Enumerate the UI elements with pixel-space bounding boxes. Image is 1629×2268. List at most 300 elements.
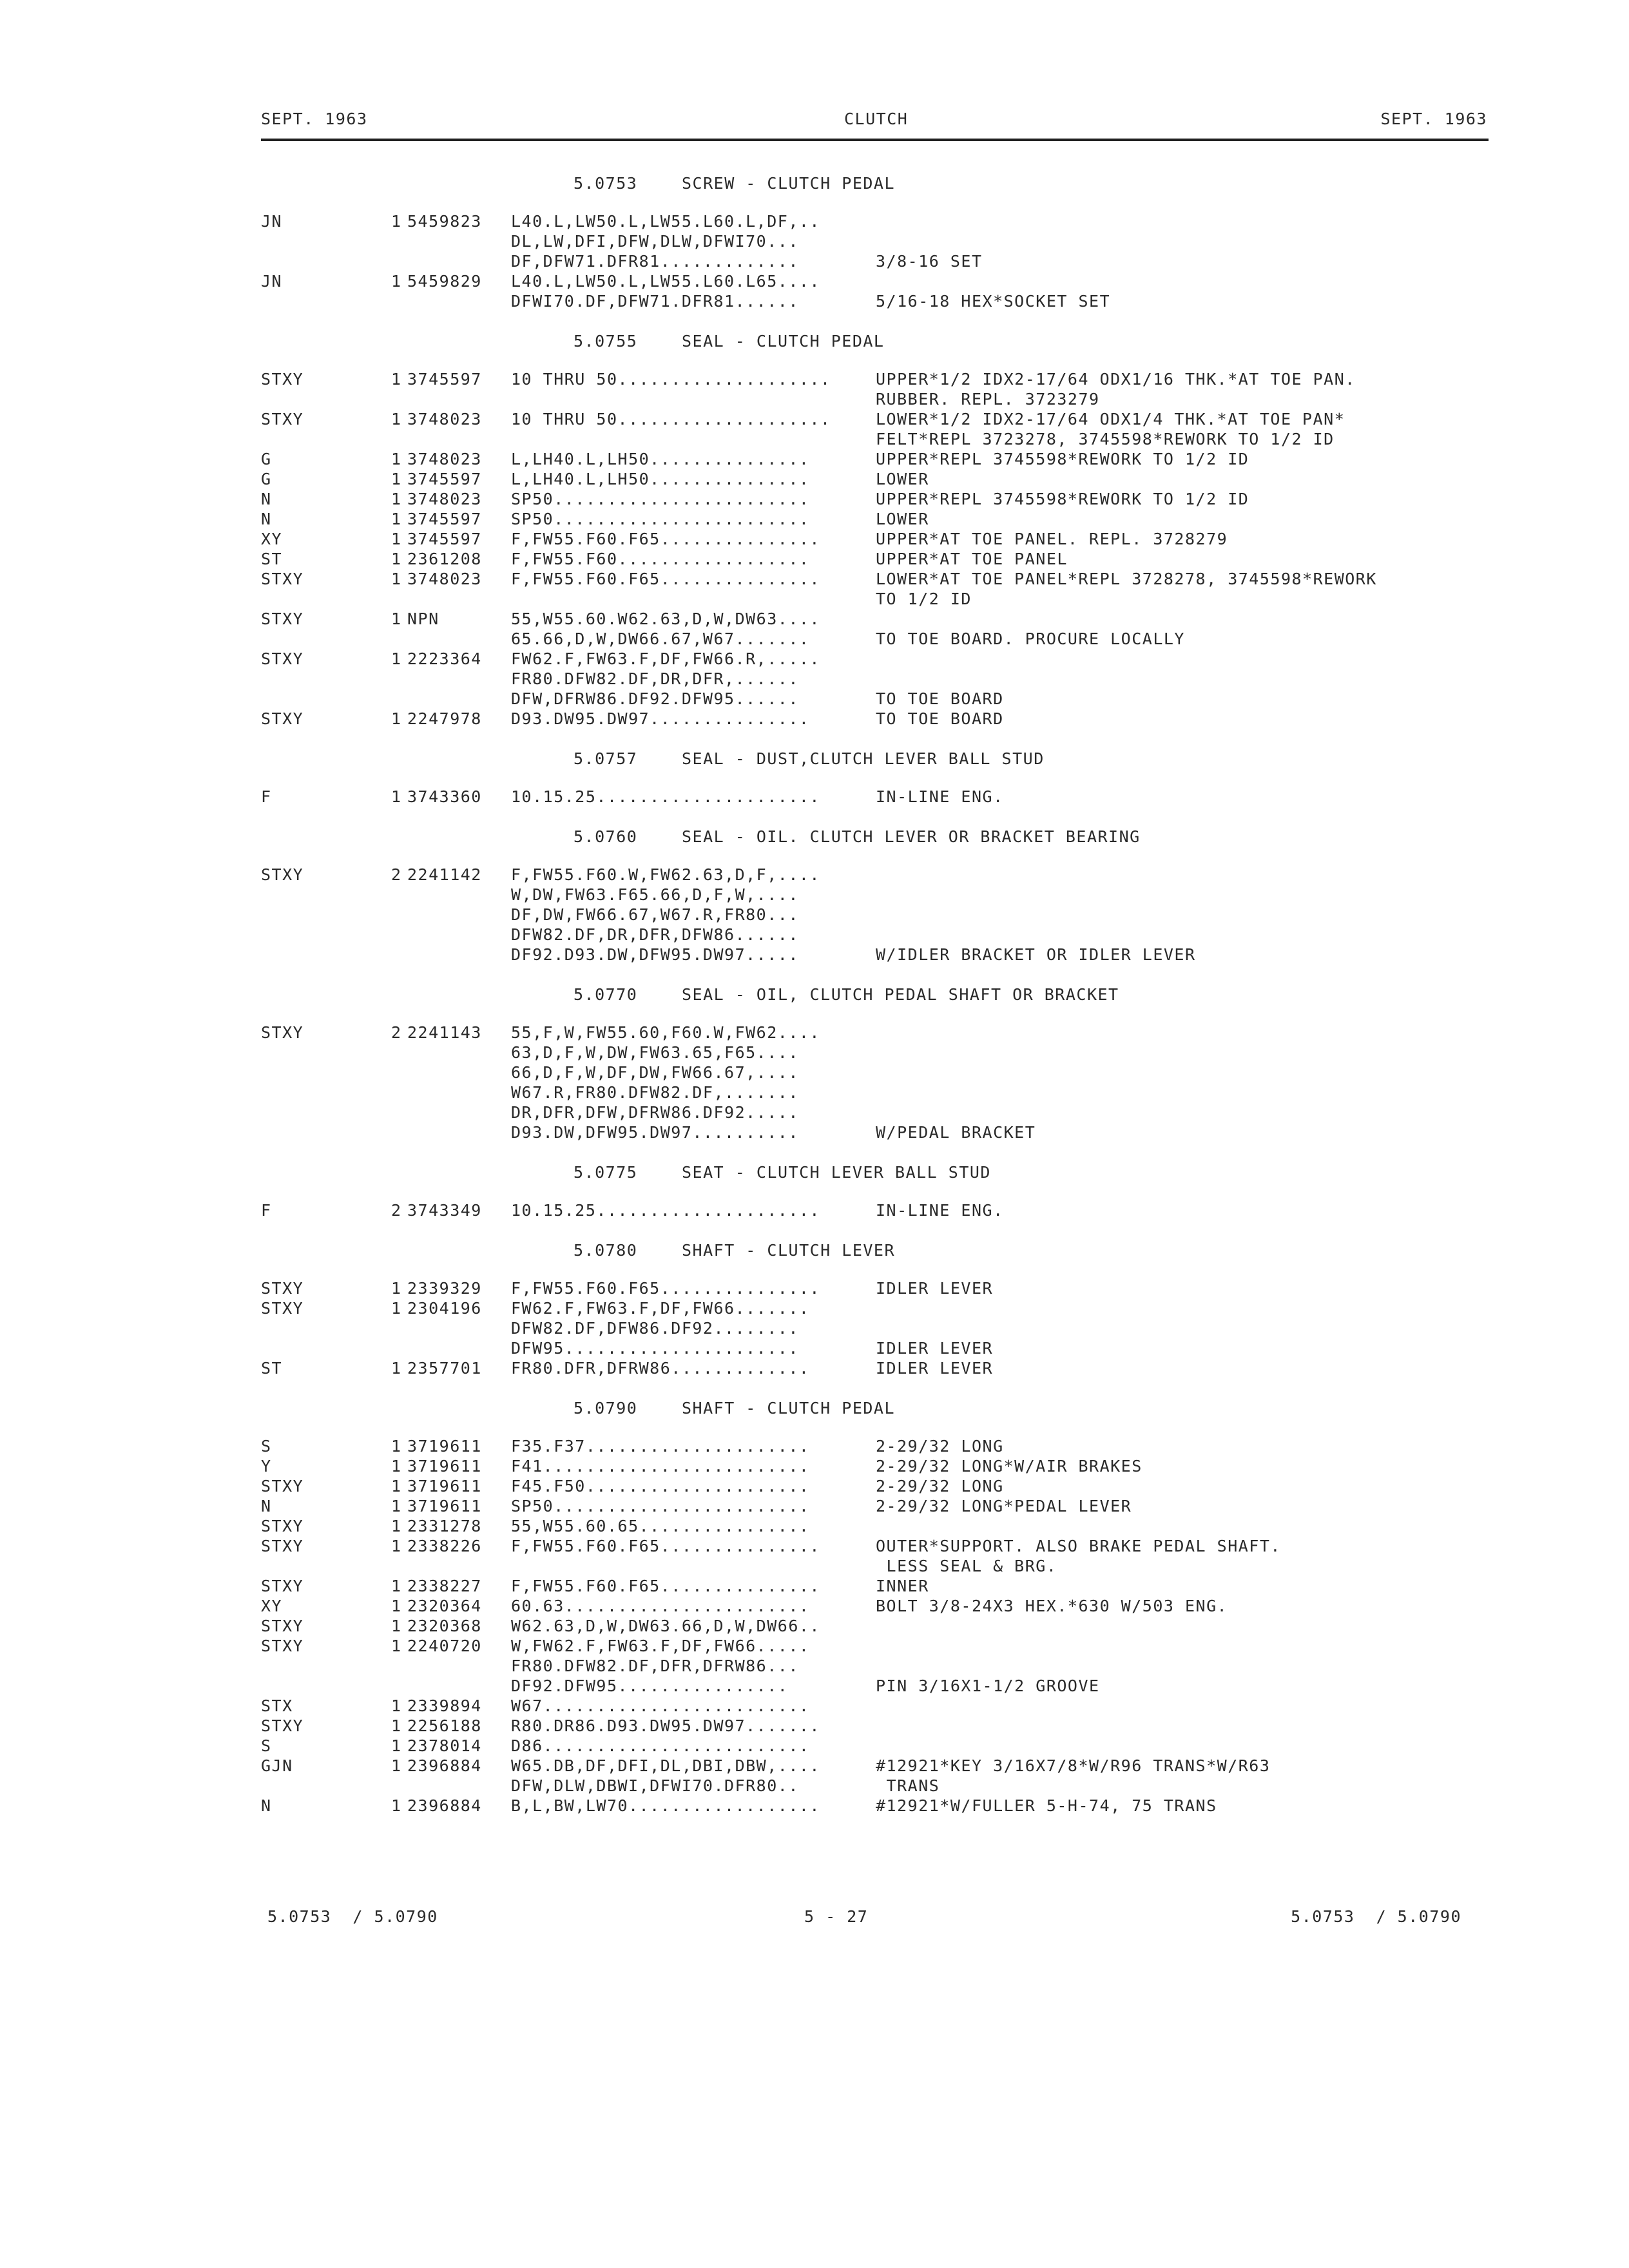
description: LOWER*AT TOE PANEL*REPL 3728278, 3745598*REWORK — [876, 570, 1377, 588]
description: LESS SEAL & BRG. — [876, 1557, 1057, 1575]
section-name: SEAL - CLUTCH PEDAL — [682, 332, 885, 351]
section-name: SEAL - OIL, CLUTCH PEDAL SHAFT OR BRACKET — [682, 985, 1119, 1004]
part-row — [261, 271, 1489, 291]
description: TRANS — [876, 1776, 940, 1795]
model-code: JN — [261, 212, 283, 231]
section-number: 5.0753 — [574, 174, 638, 193]
description: TO 1/2 ID — [876, 590, 972, 608]
quantity: 1 — [391, 1299, 402, 1318]
section-gap — [261, 965, 1489, 983]
part-row-continuation — [261, 1043, 1489, 1062]
application: W62.63,D,W,DW63.66,D,W,DW66.. — [511, 1617, 820, 1635]
part-row-continuation — [261, 429, 1489, 449]
part-row — [261, 469, 1489, 489]
description: IN-LINE ENG. — [876, 787, 1004, 806]
page-number: 5 - 27 — [804, 1907, 869, 1926]
header-rule — [261, 139, 1489, 141]
application: DFW,DFRW86.DF92.DFW95...... — [511, 689, 799, 708]
section-name: SEAT - CLUTCH LEVER BALL STUD — [682, 1163, 991, 1182]
application: FW62.F,FW63.F,DF,FW66.R,..... — [511, 649, 820, 668]
part-number: 3748023 — [407, 410, 482, 428]
application: DFWI70.DF,DFW71.DFR81...... — [511, 292, 799, 311]
part-number: 2357701 — [407, 1359, 482, 1378]
part-row-continuation — [261, 251, 1489, 271]
part-row — [261, 1716, 1489, 1736]
application: DFW,DLW,DBWI,DFWI70.DFR80.. — [511, 1776, 799, 1795]
part-number: 5459823 — [407, 212, 482, 231]
application: F45.F50..................... — [511, 1477, 810, 1495]
application: 66,D,F,W,DF,DW,FW66.67,.... — [511, 1063, 799, 1082]
part-row-continuation — [261, 885, 1489, 905]
description: #12921*W/FULLER 5-H-74, 75 TRANS — [876, 1796, 1217, 1815]
quantity: 1 — [391, 370, 402, 389]
quantity: 2 — [391, 1201, 402, 1220]
section-number: 5.0790 — [574, 1399, 638, 1418]
quantity: 1 — [391, 1279, 402, 1298]
description: TO TOE BOARD — [876, 709, 1004, 728]
part-number: 2320364 — [407, 1597, 482, 1615]
part-row — [261, 1278, 1489, 1298]
application: 55,F,W,FW55.60,F60.W,FW62.... — [511, 1023, 820, 1042]
quantity: 1 — [391, 709, 402, 728]
application: SP50........................ — [511, 1497, 810, 1515]
application: 10 THRU 50.................... — [511, 410, 831, 428]
section-title — [261, 1238, 1489, 1278]
quantity: 1 — [391, 610, 402, 628]
part-row — [261, 649, 1489, 669]
part-row — [261, 1358, 1489, 1378]
section-name: SHAFT - CLUTCH LEVER — [682, 1241, 896, 1260]
part-number: 3719611 — [407, 1497, 482, 1515]
model-code: STXY — [261, 370, 304, 389]
footer-range-right: 5.0753 / 5.0790 — [1291, 1907, 1461, 1926]
description: BOLT 3/8-24X3 HEX.*630 W/503 ENG. — [876, 1597, 1228, 1615]
footer-range-left: 5.0753 / 5.0790 — [267, 1907, 438, 1926]
description: LOWER — [876, 470, 929, 488]
section-number: 5.0760 — [574, 827, 638, 846]
part-row — [261, 1200, 1489, 1220]
section-gap — [261, 1378, 1489, 1396]
part-row — [261, 1536, 1489, 1556]
description: 3/8-16 SET — [876, 252, 983, 271]
quantity: 1 — [391, 787, 402, 806]
part-number: 2256188 — [407, 1716, 482, 1735]
section-number: 5.0757 — [574, 749, 638, 768]
header-date-left: SEPT. 1963 — [261, 110, 368, 128]
model-code: STXY — [261, 1637, 304, 1655]
part-row-continuation — [261, 231, 1489, 251]
part-number: 3745597 — [407, 370, 482, 389]
part-row-continuation — [261, 1676, 1489, 1696]
part-row — [261, 549, 1489, 569]
part-number: 3743360 — [407, 787, 482, 806]
quantity: 1 — [391, 490, 402, 508]
section-gap — [261, 1220, 1489, 1238]
section-title — [261, 1396, 1489, 1436]
quantity: 1 — [391, 1736, 402, 1755]
part-row — [261, 1616, 1489, 1636]
section-name: SEAL - DUST,CLUTCH LEVER BALL STUD — [682, 749, 1045, 768]
description: UPPER*REPL 3745598*REWORK TO 1/2 ID — [876, 490, 1249, 508]
application: DFW82.DF,DFW86.DF92........ — [511, 1319, 799, 1338]
description: INNER — [876, 1577, 929, 1595]
application: B,L,BW,LW70.................. — [511, 1796, 820, 1815]
application: L,LH40.L,LH50............... — [511, 470, 810, 488]
quantity: 1 — [391, 1537, 402, 1555]
description: TO TOE BOARD — [876, 689, 1004, 708]
part-row — [261, 1023, 1489, 1043]
part-row — [261, 1496, 1489, 1516]
part-number: 3719611 — [407, 1477, 482, 1495]
part-row-continuation — [261, 1122, 1489, 1142]
part-number: 2361208 — [407, 550, 482, 568]
application: L,LH40.L,LH50............... — [511, 450, 810, 468]
description: IN-LINE ENG. — [876, 1201, 1004, 1220]
section-gap — [261, 1142, 1489, 1160]
quantity: 2 — [391, 865, 402, 884]
model-code: STXY — [261, 1517, 304, 1535]
application: SP50........................ — [511, 510, 810, 528]
description: RUBBER. REPL. 3723279 — [876, 390, 1100, 408]
model-code: G — [261, 470, 272, 488]
part-row-continuation — [261, 1656, 1489, 1676]
part-row-continuation — [261, 669, 1489, 689]
application: DR,DFR,DFW,DFRW86.DF92..... — [511, 1103, 799, 1122]
application: F,FW55.F60.F65............... — [511, 1577, 820, 1595]
part-row-continuation — [261, 291, 1489, 311]
part-row — [261, 1796, 1489, 1816]
description: TO TOE BOARD. PROCURE LOCALLY — [876, 629, 1185, 648]
quantity: 1 — [391, 1617, 402, 1635]
part-number: 2378014 — [407, 1736, 482, 1755]
quantity: 1 — [391, 550, 402, 568]
quantity: 1 — [391, 1597, 402, 1615]
application: F,FW55.F60.F65............... — [511, 570, 820, 588]
description: FELT*REPL 3723278, 3745598*REWORK TO 1/2 ID — [876, 430, 1335, 448]
application: F,FW55.F60.F65............... — [511, 1279, 820, 1298]
quantity: 1 — [391, 1477, 402, 1495]
description: UPPER*1/2 IDX2-17/64 ODX1/16 THK.*AT TOE PAN. — [876, 370, 1356, 389]
description: PIN 3/16X1-1/2 GROOVE — [876, 1677, 1100, 1695]
part-row-continuation — [261, 1338, 1489, 1358]
application: D93.DW,DFW95.DW97.......... — [511, 1123, 799, 1142]
model-code: S — [261, 1437, 272, 1456]
part-row-continuation — [261, 1556, 1489, 1576]
application: 65.66,D,W,DW66.67,W67....... — [511, 629, 810, 648]
section-number: 5.0755 — [574, 332, 638, 351]
part-row — [261, 509, 1489, 529]
application: FR80.DFW82.DF,DR,DFR,...... — [511, 669, 799, 688]
part-row — [261, 489, 1489, 509]
section-gap — [261, 1816, 1489, 1834]
header-date-right: SEPT. 1963 — [1380, 110, 1487, 128]
part-row — [261, 529, 1489, 549]
description: IDLER LEVER — [876, 1359, 994, 1378]
application: W,DW,FW63.F65.66,D,F,W,.... — [511, 885, 799, 904]
quantity: 1 — [391, 272, 402, 291]
description: UPPER*AT TOE PANEL — [876, 550, 1068, 568]
part-row — [261, 211, 1489, 231]
quantity: 1 — [391, 1497, 402, 1515]
description: LOWER*1/2 IDX2-17/64 ODX1/4 THK.*AT TOE PAN* — [876, 410, 1345, 428]
model-code: JN — [261, 272, 283, 291]
part-row — [261, 787, 1489, 807]
part-row — [261, 865, 1489, 885]
part-row — [261, 709, 1489, 729]
section-number: 5.0770 — [574, 985, 638, 1004]
application: DL,LW,DFI,DFW,DLW,DFWI70... — [511, 232, 799, 251]
part-row — [261, 1596, 1489, 1616]
part-row — [261, 1476, 1489, 1496]
part-row-continuation — [261, 1776, 1489, 1796]
description: OUTER*SUPPORT. ALSO BRAKE PEDAL SHAFT. — [876, 1537, 1281, 1555]
quantity: 1 — [391, 510, 402, 528]
application: DF,DW,FW66.67,W67.R,FR80... — [511, 905, 799, 924]
part-row-continuation — [261, 389, 1489, 409]
section-number: 5.0780 — [574, 1241, 638, 1260]
part-row-continuation — [261, 905, 1489, 925]
quantity: 1 — [391, 1517, 402, 1535]
model-code: STXY — [261, 1617, 304, 1635]
part-number: 3743349 — [407, 1201, 482, 1220]
description: 2-29/32 LONG*PEDAL LEVER — [876, 1497, 1132, 1515]
header-title: CLUTCH — [844, 110, 909, 128]
model-code: STXY — [261, 649, 304, 668]
quantity: 1 — [391, 470, 402, 488]
quantity: 1 — [391, 530, 402, 548]
model-code: STXY — [261, 610, 304, 628]
model-code: F — [261, 787, 272, 806]
model-code: ST — [261, 550, 283, 568]
model-code: N — [261, 510, 272, 528]
model-code: STXY — [261, 1716, 304, 1735]
application: R80.DR86.D93.DW95.DW97....... — [511, 1716, 820, 1735]
application: F41......................... — [511, 1457, 810, 1475]
part-number: 5459829 — [407, 272, 482, 291]
model-code: ST — [261, 1359, 283, 1378]
application: FR80.DFW82.DF,DFR,DFRW86... — [511, 1657, 799, 1675]
quantity: 1 — [391, 1796, 402, 1815]
quantity: 1 — [391, 570, 402, 588]
model-code: N — [261, 1796, 272, 1815]
part-row-continuation — [261, 629, 1489, 649]
part-number: 2396884 — [407, 1756, 482, 1775]
part-row-continuation — [261, 1082, 1489, 1102]
section-title — [261, 747, 1489, 787]
description: W/PEDAL BRACKET — [876, 1123, 1036, 1142]
application: 10 THRU 50.................... — [511, 370, 831, 389]
part-number: 3745597 — [407, 470, 482, 488]
part-row — [261, 1696, 1489, 1716]
part-number: 2241143 — [407, 1023, 482, 1042]
part-row — [261, 1756, 1489, 1776]
model-code: XY — [261, 530, 283, 548]
application: FR80.DFR,DFRW86............. — [511, 1359, 810, 1378]
application: 55,W55.60.65................ — [511, 1517, 810, 1535]
part-row — [261, 1516, 1489, 1536]
quantity: 2 — [391, 1023, 402, 1042]
section-title — [261, 171, 1489, 211]
part-row — [261, 1456, 1489, 1476]
part-number: NPN — [407, 610, 439, 628]
part-row-continuation — [261, 945, 1489, 965]
model-code: N — [261, 490, 272, 508]
section-name: SEAL - OIL. CLUTCH LEVER OR BRACKET BEARING — [682, 827, 1141, 846]
section-title — [261, 983, 1489, 1023]
description: UPPER*REPL 3745598*REWORK TO 1/2 ID — [876, 450, 1249, 468]
model-code: STXY — [261, 1279, 304, 1298]
application: F,FW55.F60.F65............... — [511, 1537, 820, 1555]
part-row — [261, 369, 1489, 389]
part-number: 3745597 — [407, 530, 482, 548]
section-gap — [261, 311, 1489, 329]
model-code: STXY — [261, 1477, 304, 1495]
part-number: 3719611 — [407, 1437, 482, 1456]
application: L40.L,LW50.L,LW55.L60.L65.... — [511, 272, 820, 291]
model-code: XY — [261, 1597, 283, 1615]
description: 2-29/32 LONG — [876, 1437, 1004, 1456]
quantity: 1 — [391, 1756, 402, 1775]
part-number: 3748023 — [407, 450, 482, 468]
part-row-continuation — [261, 689, 1489, 709]
section-title — [261, 1160, 1489, 1200]
quantity: 1 — [391, 450, 402, 468]
part-row — [261, 569, 1489, 589]
part-number: 2223364 — [407, 649, 482, 668]
quantity: 1 — [391, 212, 402, 231]
part-number: 2240720 — [407, 1637, 482, 1655]
model-code: STXY — [261, 1299, 304, 1318]
application: DF92.DFW95................ — [511, 1677, 789, 1695]
application: F,FW55.F60.................. — [511, 550, 810, 568]
part-number: 2304196 — [407, 1299, 482, 1318]
model-code: STXY — [261, 570, 304, 588]
application: SP50........................ — [511, 490, 810, 508]
part-row — [261, 609, 1489, 629]
description: 5/16-18 HEX*SOCKET SET — [876, 292, 1111, 311]
description: IDLER LEVER — [876, 1279, 994, 1298]
part-row — [261, 1436, 1489, 1456]
part-number: 2320368 — [407, 1617, 482, 1635]
section-gap — [261, 807, 1489, 825]
quantity: 1 — [391, 1696, 402, 1715]
model-code: STXY — [261, 1537, 304, 1555]
model-code: STXY — [261, 410, 304, 428]
application: 10.15.25..................... — [511, 787, 820, 806]
part-row-continuation — [261, 1062, 1489, 1082]
application: DF92.D93.DW,DFW95.DW97..... — [511, 945, 799, 964]
quantity: 1 — [391, 1457, 402, 1475]
application: 60.63....................... — [511, 1597, 810, 1615]
application: F,FW55.F60.F65............... — [511, 530, 820, 548]
application: W65.DB,DF,DFI,DL,DBI,DBW,.... — [511, 1756, 820, 1775]
application: L40.L,LW50.L,LW55.L60.L,DF,.. — [511, 212, 820, 231]
section-title — [261, 329, 1489, 369]
model-code: S — [261, 1736, 272, 1755]
application: 55,W55.60.W62.63,D,W,DW63.... — [511, 610, 820, 628]
part-row — [261, 409, 1489, 429]
part-row-continuation — [261, 1318, 1489, 1338]
quantity: 1 — [391, 410, 402, 428]
part-row — [261, 1736, 1489, 1756]
model-code: STXY — [261, 1577, 304, 1595]
parts-list — [261, 171, 1489, 1834]
part-number: 2396884 — [407, 1796, 482, 1815]
application: W67......................... — [511, 1696, 810, 1715]
description: W/IDLER BRACKET OR IDLER LEVER — [876, 945, 1196, 964]
application: DFW95...................... — [511, 1339, 799, 1358]
model-code: G — [261, 450, 272, 468]
quantity: 1 — [391, 1359, 402, 1378]
part-number: 2339894 — [407, 1696, 482, 1715]
description: #12921*KEY 3/16X7/8*W/R96 TRANS*W/R63 — [876, 1756, 1271, 1775]
application: F,FW55.F60.W,FW62.63,D,F,.... — [511, 865, 820, 884]
application: 63,D,F,W,DW,FW63.65,F65.... — [511, 1043, 799, 1062]
part-row-continuation — [261, 1102, 1489, 1122]
quantity: 1 — [391, 1637, 402, 1655]
model-code: STX — [261, 1696, 293, 1715]
part-number: 2338227 — [407, 1577, 482, 1595]
quantity: 1 — [391, 1437, 402, 1456]
model-code: STXY — [261, 709, 304, 728]
part-row — [261, 1298, 1489, 1318]
part-row — [261, 1576, 1489, 1596]
description: UPPER*AT TOE PANEL. REPL. 3728279 — [876, 530, 1228, 548]
section-number: 5.0775 — [574, 1163, 638, 1182]
part-number: 2331278 — [407, 1517, 482, 1535]
application: D93.DW95.DW97............... — [511, 709, 810, 728]
part-number: 3745597 — [407, 510, 482, 528]
application: 10.15.25..................... — [511, 1201, 820, 1220]
application: W67.R,FR80.DFW82.DF,....... — [511, 1083, 799, 1102]
application: D86......................... — [511, 1736, 810, 1755]
application: FW62.F,FW63.F,DF,FW66....... — [511, 1299, 810, 1318]
part-row — [261, 449, 1489, 469]
quantity: 1 — [391, 1716, 402, 1735]
part-number: 3748023 — [407, 570, 482, 588]
model-code: STXY — [261, 865, 304, 884]
model-code: Y — [261, 1457, 272, 1475]
section-title — [261, 825, 1489, 865]
application: F35.F37..................... — [511, 1437, 810, 1456]
section-name: SCREW - CLUTCH PEDAL — [682, 174, 896, 193]
application: DF,DFW71.DFR81............. — [511, 252, 799, 271]
part-number: 3748023 — [407, 490, 482, 508]
section-name: SHAFT - CLUTCH PEDAL — [682, 1399, 896, 1418]
description: 2-29/32 LONG*W/AIR BRAKES — [876, 1457, 1142, 1475]
part-number: 2339329 — [407, 1279, 482, 1298]
application: W,FW62.F,FW63.F,DF,FW66..... — [511, 1637, 810, 1655]
section-gap — [261, 729, 1489, 747]
part-number: 2247978 — [407, 709, 482, 728]
part-number: 2241142 — [407, 865, 482, 884]
part-row-continuation — [261, 589, 1489, 609]
model-code: N — [261, 1497, 272, 1515]
part-row-continuation — [261, 925, 1489, 945]
part-number: 3719611 — [407, 1457, 482, 1475]
quantity: 1 — [391, 649, 402, 668]
application: DFW82.DF,DR,DFR,DFW86...... — [511, 925, 799, 944]
description: IDLER LEVER — [876, 1339, 994, 1358]
model-code: F — [261, 1201, 272, 1220]
quantity: 1 — [391, 1577, 402, 1595]
model-code: STXY — [261, 1023, 304, 1042]
description: LOWER — [876, 510, 929, 528]
part-row — [261, 1636, 1489, 1656]
description: 2-29/32 LONG — [876, 1477, 1004, 1495]
model-code: GJN — [261, 1756, 293, 1775]
part-number: 2338226 — [407, 1537, 482, 1555]
